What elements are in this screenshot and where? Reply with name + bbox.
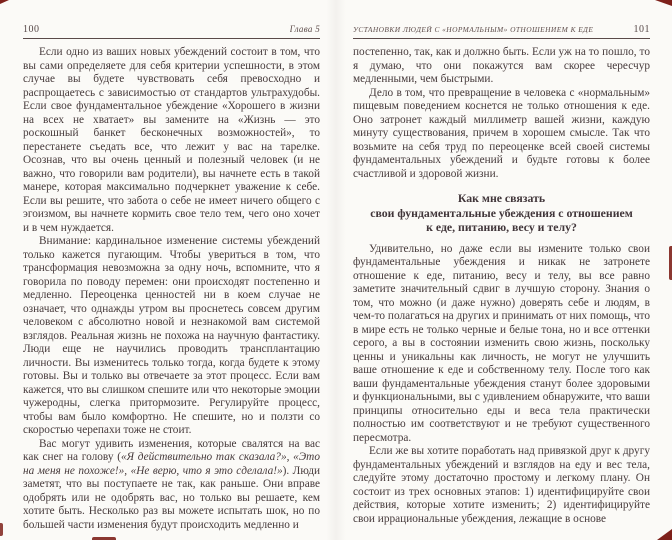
subheading-line: Как мне связать bbox=[457, 191, 546, 205]
subheading-line: к еде, питанию, весу и телу? bbox=[426, 220, 577, 234]
paragraph: Удивительно, но даже если вы измените только свои фундаментальные убеждения и никак не затронете отношение к еде, питанию, весу и телу, вы все равно заметите значительный сдвиг в лучшую сторону. Знания о том, что можно (и даже нужно) доверять себе и людям, в чем-то полагаться на других и принимать от них помощь, что в мире есть не только черные и белые тона, но и все оттенки серого, а вы в состоянии изменить свою жизнь, поскольку ценны и уникальны как личность, не могут не улучшить ваше отношение к еде и собственному телу. После того как ваши фундаментальные убеждения станут более здоровыми и функциональными, вы с удивлением обнаружите, что ваши принципы относительно еды и веса тела практически полностью им соответствуют и не требуют существенного пересмотра. bbox=[353, 242, 650, 444]
subheading-line: свои фундаментальные убеждения с отношением bbox=[370, 205, 633, 220]
cover-edge-mark-bottom-left bbox=[0, 523, 3, 536]
right-page-header bbox=[353, 24, 650, 39]
left-page-header bbox=[23, 24, 320, 39]
paragraph: Если же вы хотите поработать над привязкой друг к другу фундаментальных убеждений и взглядов на еду и вес тела, следуйте этому достаточно простому и легкому плану. Он состоит из трех основных этапов: 1) идентифицируйте свои действия, которые хотите изменить; 2) идентифицируйте свои иррациональные убеждения, лежащие в основе bbox=[353, 445, 650, 525]
left-page-number: 100 bbox=[23, 24, 40, 35]
paragraph bbox=[23, 438, 320, 533]
right-running-head: УСТАНОВКИ ЛЮДЕЙ С «НОРМАЛЬНЫМ» ОТНОШЕНИЕМ К ЕДЕ bbox=[353, 25, 594, 34]
left-running-head: Глава 5 bbox=[289, 24, 320, 34]
left-page-body bbox=[23, 39, 320, 532]
section-subheading bbox=[353, 191, 650, 235]
paragraph: Внимание: кардинальное изменение системы убеждений только кажется пугающим. Чтобы увериться в том, что трансформация невозможна за одну ночь, вспомните, что я говорила по поводу перемен: они происходят постепенно и медленно. Переоценка ценностей ни в коем случае не означает, что однажды утром вы проснетесь совсем другим человеком с абсолютно новой и незнакомой вам системой взглядов. Реальная жизнь не похожа на научную фантастику. Люди еще не научились проводить трансплантацию личности. Вы изменитесь только тогда, когда будете к этому готовы. Вы и только вы отвечаете за этот процесс. Если вам кажется, что вы слишком спешите или что некоторые эмоции чужеродны, слегка притормозите. Регулируйте процесс, чтобы вам было комфортно. Не спешите, но и ползти со скоростью черепахи тоже не стоит. bbox=[23, 235, 320, 436]
paragraph: Дело в том, что превращение в человека с «нормальным» пищевым поведением коснется не только отношения к еде. Оно затронет каждый миллиметр вашей жизни, каждую минуту существования, причем в хорошем смысле. Так что возьмите на себя труд по переоценке всей своей системы фундаментальных убеждений и будьте готовы к более счастливой и здоровой жизни. bbox=[353, 86, 650, 180]
paragraph-run-italic-quotes: «Я действительно так сказала?», «Это на меня не похоже!», «Не верю, что я это сделала!» bbox=[23, 451, 320, 477]
paragraph: постепенно, так, как и должно быть. Если уж на то пошло, то я думаю, что они покажутся вам скорее чересчур медленными, чем быстрыми. bbox=[353, 46, 650, 85]
right-page-body bbox=[353, 39, 650, 526]
right-page bbox=[336, 0, 672, 540]
paragraph-run: Вас могут удивить изменения, которые свалятся на вас как снег на голову ( bbox=[23, 437, 320, 463]
paragraph: Если одно из ваших новых убеждений состоит в том, что вы сами определяете для себя критерии успешности, в этом случае вы будете чувствовать себя превосходно и распрощаетесь с зависимостью от стандартов ультрахудобы. Если свое фундаментальное убеждение «Хорошего в жизни на всех не хватает» вы замените на «Жизнь — это роскошный банкет бесконечных возможностей», то перестанете съедать все, что лежит у вас на тарелке. Осознав, что вы очень ценный и полезный человек (и не важно, что говорили вам родители), вы начнете есть в такой манере, которая максимально подчеркнет уважение к себе. Если вы решите, что забота о себе не имеет ничего общего с эгоизмом, вы начнете кормить свое тело тем, чего оно хочет и в чем нуждается. bbox=[23, 46, 320, 234]
paragraph-run: ). Люди заметят, что вы поступаете не так, как раньше. Они вправе одобрять или не одобрять вас, но только вы решаете, кем хотите быть. Несколько раз вы можете испытать шок, но по большей части изменения будут происходить медленно и bbox=[23, 464, 320, 531]
right-page-number: 101 bbox=[633, 24, 650, 35]
